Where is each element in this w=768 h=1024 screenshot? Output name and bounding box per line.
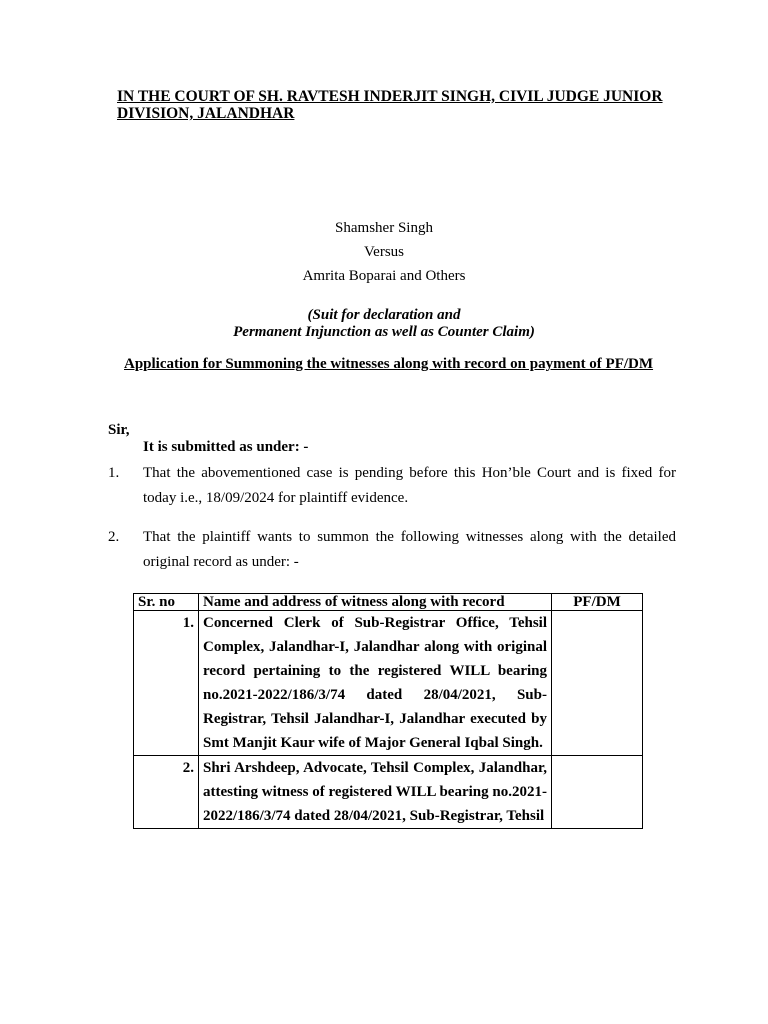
suit-line-1: (Suit for declaration and	[307, 307, 461, 323]
paragraph-text: That the abovementioned case is pending before this Hon’ble Court and is fixed for today i.e., 18/09/2024 for plaintiff evidence.	[143, 465, 676, 506]
plaintiff-name: Shamsher Singh	[335, 220, 433, 236]
row-pf-dm	[552, 611, 643, 756]
paragraph-number: 2.	[108, 529, 120, 545]
row-sr-no: 2.	[134, 756, 199, 829]
defendant-name: Amrita Boparai and Others	[302, 268, 466, 284]
table-row	[134, 756, 643, 829]
table-header-row	[134, 594, 643, 611]
paragraph-number: 1.	[108, 465, 120, 481]
header-name-address: Name and address of witness along with record	[199, 594, 552, 611]
suit-line-2: Permanent Injunction as well as Counter Claim)	[233, 324, 535, 340]
court-heading: IN THE COURT OF SH. RAVTESH INDERJIT SINGH, CIVIL JUDGE JUNIOR DIVISION, JALANDHAR	[117, 88, 663, 122]
application-title: Application for Summoning the witnesses along with record on payment of PF/DM	[124, 356, 654, 372]
submitted-line: It is submitted as under: -	[143, 439, 309, 455]
versus-label: Versus	[364, 244, 404, 260]
table-row	[134, 611, 643, 756]
row-pf-dm	[552, 756, 643, 829]
row-witness: Shri Arshdeep, Advocate, Tehsil Complex, Jalandhar, attesting witness of registered WILL bearing no.2021-2022/186/3/74 dated 28/04/2021, Sub-Registrar, Tehsil	[199, 756, 552, 829]
witness-table	[133, 593, 643, 829]
salutation: Sir,	[108, 422, 130, 438]
paragraph-text: That the plaintiff wants to summon the following witnesses along with the detailed original record as under: -	[143, 529, 676, 570]
row-witness: Concerned Clerk of Sub-Registrar Office, Tehsil Complex, Jalandhar-I, Jalandhar along with original record pertaining to the registered WILL bearing no.2021-2022/186/3/74 dated 28/04/2021, Sub-Registrar, Tehsil Jalandhar-I, Jalandhar executed by Smt Manjit Kaur wife of Major General Iqbal Singh.	[199, 611, 552, 756]
header-pf-dm: PF/DM	[552, 594, 643, 611]
header-sr-no: Sr. no	[134, 594, 199, 611]
row-sr-no: 1.	[134, 611, 199, 756]
